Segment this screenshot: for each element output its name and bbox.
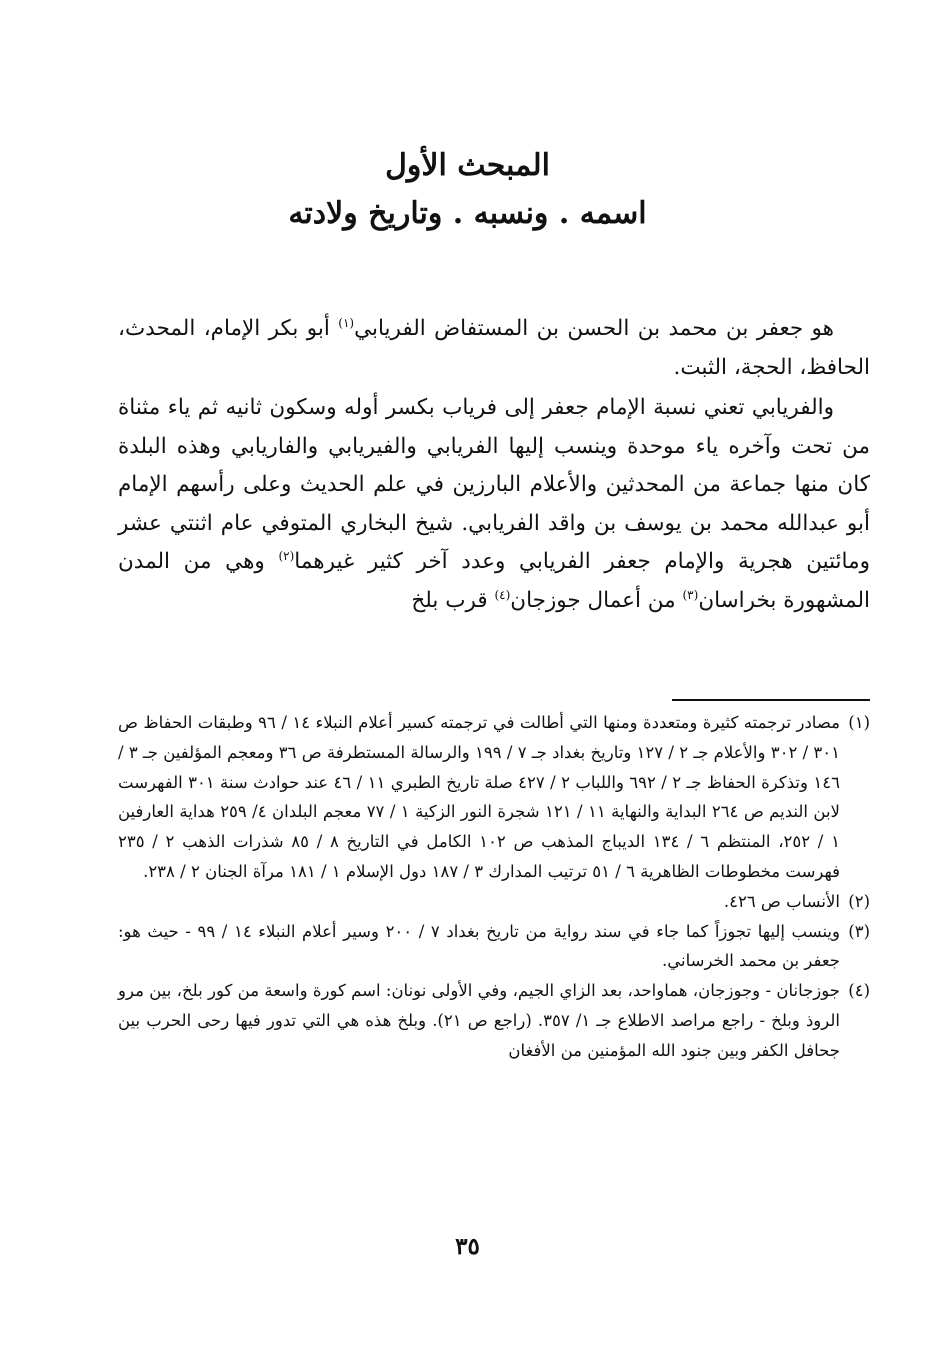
paragraph-2-text-cont-2: من أعمال جوزجان — [510, 587, 683, 613]
footnote-mark-1: (١) — [338, 315, 355, 330]
footnote-mark-4: (٤) — [494, 587, 511, 602]
footnote-4-number: (٤) — [848, 981, 870, 1001]
footnote-2-number: (٢) — [848, 891, 870, 911]
footnote-4 — [118, 976, 870, 1065]
footnote-separator — [672, 699, 870, 701]
footnote-mark-2: (٢) — [278, 548, 295, 563]
footnote-2-text: الأنساب ص ٤٢٦. — [723, 891, 840, 911]
footnote-1-text: مصادر ترجمته كثيرة ومتعددة ومنها التي أطالت في ترجمته كسير أعلام النبلاء ١٤ / ٩٦ وطبقات الحفاظ ص ٣٠١ / ٣٠٢ والأعلام جـ ٢ / ١٢٧ وتاريخ بغداد جـ ٧ / ١٩٩ والرسالة المستطرفة ص ٣٦ ومعجم المؤلفين جـ ٣ / ١٤٦ وتذكرة الحفاظ جـ ٢ / ٦٩٢ واللباب ٢ / ٤٢٧ صلة تاريخ الطبري ١١ / ٤٦ عند حوادث سنة ٣٠١ الفهرست لابن النديم ص ٢٦٤ البداية والنهاية ١١ / ١٢١ شجرة النور الزكية ١ / ٧٧ معجم البلدان ٤/ ٢٥٩ هداية العارفين ١ / ٢٥٢، المنتظم ٦ / ١٣٤ الديباج المذهب ص ١٠٢ الكامل في التاريخ ٨ / ٨٥ شذرات الذهب ٢ / ٢٣٥ فهرست مخطوطات الظاهرية ٦ / ٥١ ترتيب المدارك ٣ / ١٨٧ دول الإسلام ١ / ١٨١ مرآة الجنان ٢ / ٢٣٨. — [118, 713, 840, 881]
footnote-2 — [118, 887, 870, 917]
paragraph-2-text-cont-1: وهي من المدن المشهورة بخراسان — [118, 549, 870, 613]
footnotes — [118, 708, 870, 1066]
main-text — [118, 310, 870, 620]
footnote-1 — [118, 708, 870, 887]
footnote-4-text: جوزجانان - وجوزجان، هماواحد، بعد الزاي الجيم، وفي الأولى نونان: اسم كورة واسعة من كور بلخ، بين مرو الروذ وبلخ - راجع مراصد الاطلاع جـ ١/ ٣٥٧. (راجع ص ٢١). وبلخ هذه هي التي تدور فيها رحى الحرب بين جحافل الكفر وبين جنود الله المؤمنين من الأفغان — [118, 981, 840, 1060]
footnote-3 — [118, 917, 870, 977]
paragraph-1-text: هو جعفر بن محمد بن الحسن بن المستفاض الفريابي — [354, 316, 834, 341]
paragraph-2-text-cont-3: قرب بلخ — [411, 587, 495, 613]
paragraph-2 — [118, 389, 870, 620]
footnote-3-text: وينسب إليها تجوزاً كما جاء في سند رواية من تاريخ بغداد ٧ / ٢٠٠ وسير أعلام النبلاء ١٤ / ٩٩ - حيث هو: جعفر بن محمد الخرساني. — [118, 921, 840, 971]
paragraph-2-text: والفريابي تعني نسبة الإمام جعفر إلى فرياب بكسر أوله وسكون ثانيه ثم ياء مثناة من تحت وآخره ياء موحدة وينسب إليها الفريابي والفيريابي والفاريابي وهذه البلدة كان منها جماعة من المحدثين والأعلام البارزين في علم الحديث وعلى رأسهم الإمام أبو عبدالله محمد بن يوسف بن واقد الفريابي. شيخ البخاري المتوفي عام اثنتي عشر ومائتين هجرية والإمام جعفر الفريابي وعدد آخر كثير غيرهما — [118, 395, 870, 574]
footnote-mark-3: (٣) — [682, 587, 699, 602]
footnote-1-number: (١) — [848, 713, 870, 732]
paragraph-1-text-cont: أبو بكر الإمام، المحدث، الحافظ، الحجة، الثبت. — [118, 316, 870, 380]
paragraph-1 — [118, 310, 870, 387]
page-number: ٣٥ — [455, 1233, 480, 1260]
chapter-title: المبحث الأول — [385, 148, 550, 183]
footnote-3-number: (٣) — [848, 921, 870, 941]
chapter-subtitle: اسمه . ونسبه . وتاريخ ولادته — [288, 196, 647, 231]
